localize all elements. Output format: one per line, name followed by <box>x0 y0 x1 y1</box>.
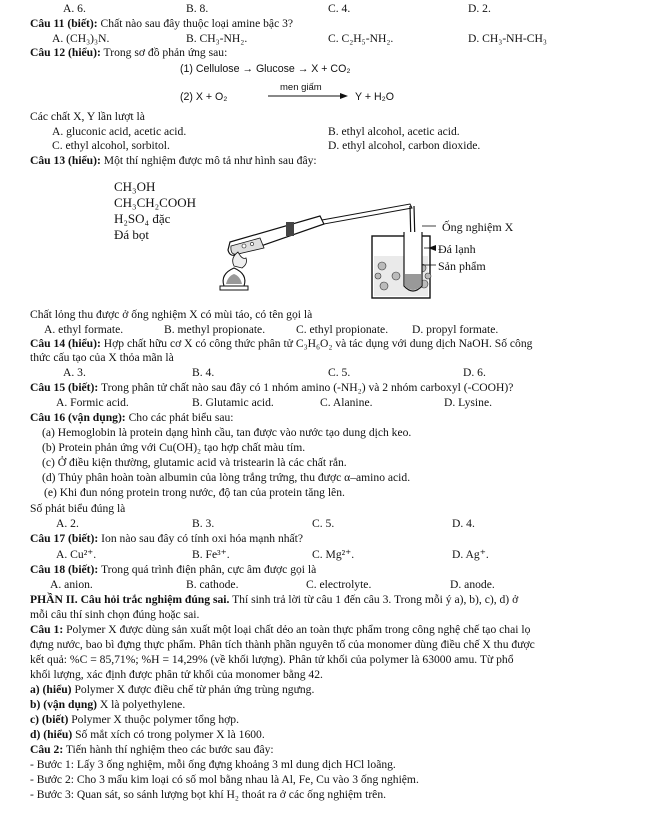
apparatus-drawing <box>110 176 540 300</box>
c1-item-a-tag: a) (hiểu) <box>30 683 72 696</box>
q14-option-c: C. 5. <box>328 366 351 379</box>
q11-option-d: D. CH₃-NH-CH₃ <box>468 32 547 45</box>
q15-option-c: C. Alanine. <box>320 396 373 409</box>
figure-reagent-1: CH₃OH <box>114 179 156 194</box>
c1-item-a-text: Polymer X được điều chế từ phản ứng trùng ngưng. <box>71 683 315 696</box>
c1-item-b <box>30 698 185 711</box>
q17-stem <box>30 532 303 545</box>
q12-title: Câu 12 (hiểu): <box>30 46 101 59</box>
q16-statement-a: (a) Hemoglobin là protein dạng hình cầu, tan được vào nước tạo dung dịch keo. <box>42 426 412 439</box>
q14-stem <box>30 337 532 350</box>
q12-equation-2-right: Y + H₂O <box>355 91 394 103</box>
part2-text-continued: mỗi câu thí sinh chọn đúng hoặc sai. <box>30 608 200 621</box>
q16-option-a: A. 2. <box>56 517 79 530</box>
c1-item-d <box>30 728 265 741</box>
burner-icon <box>220 252 248 290</box>
experiment-figure <box>110 176 540 300</box>
q17-option-c: C. Mg²⁺. <box>312 548 355 561</box>
prev-option-d: D. 2. <box>468 2 491 15</box>
c2-text: Tiến hành thí nghiệm theo các bước sau đây: <box>63 743 274 756</box>
c1-item-d-text: Số mắt xích có trong polymer X là 1600. <box>72 728 265 741</box>
c1-item-c <box>30 713 239 726</box>
q14-stem-continued: thức cấu tạo của X thỏa mãn là <box>30 351 174 364</box>
q11-stem <box>30 17 293 30</box>
q11-option-c: C. C₂H₅-NH₂. <box>328 32 394 45</box>
q12-equation-2-left: (2) X + O₂ <box>180 91 228 103</box>
q16-question: Số phát biểu đúng là <box>30 502 126 515</box>
q15-stem <box>30 381 513 394</box>
c1-line-3: kết quả: %C = 85,71%; %H = 14,29% (về khối lượng). Phân tử khối của polymer là 63000 amu. Từ phổ <box>30 653 514 666</box>
c1-stem <box>30 623 530 636</box>
q12-option-d: D. ethyl alcohol, carbon dioxide. <box>328 139 481 152</box>
c1-item-d-tag: d) (hiểu) <box>30 728 73 741</box>
q17-title: Câu 17 (biết): <box>30 532 99 545</box>
q16-statement-c: (c) Ở điều kiện thường, glutamic acid và tristearin là các chất rắn. <box>42 456 347 469</box>
q11-title: Câu 11 (biết): <box>30 17 98 30</box>
part2-text: Thí sinh trả lời từ câu 1 đến câu 3. Trong mỗi ý a), b), c), d) ở <box>229 593 519 606</box>
q18-option-c: C. electrolyte. <box>306 578 372 591</box>
q15-option-d: D. Lysine. <box>444 396 492 409</box>
prev-option-a: A. 6. <box>63 2 86 15</box>
q13-title: Câu 13 (hiểu): <box>30 154 101 167</box>
q13-option-c: C. ethyl propionate. <box>296 323 389 336</box>
c1-item-c-tag: c) (biết) <box>30 713 69 726</box>
q16-statement-d: (d) Thủy phân hoàn toàn albumin của lòng trắng trứng, thu được α–amino acid. <box>42 471 411 484</box>
c1-title: Câu 1: <box>30 623 64 636</box>
q16-statement-b: (b) Protein phản ứng với Cu(OH)₂ tạo hợp chất màu tím. <box>42 441 306 454</box>
q15-title: Câu 15 (biết): <box>30 381 99 394</box>
figure-label-ice: Đá lạnh <box>438 242 476 256</box>
q13-stem <box>30 154 317 167</box>
part2-title: PHẦN II. Câu hỏi trắc nghiệm đúng sai. <box>30 593 230 606</box>
q14-text: Hợp chất hữu cơ X có công thức phân tử C₃H₆O₂ và tác dụng với dung dịch NaOH. Số công <box>100 337 533 350</box>
q12-equation-2-condition: men giấm <box>280 82 322 93</box>
c1-item-c-text: Polymer X thuộc polymer tổng hợp. <box>68 713 239 726</box>
figure-reagent-3: H₂SO₄ đặc <box>114 211 171 226</box>
q11-option-a: A. (CH₃)₃N. <box>52 32 110 45</box>
c2-step-3: - Bước 3: Quan sát, so sánh lượng bọt khí H₂ thoát ra ở các ống nghiệm trên. <box>30 788 387 801</box>
q12-stem <box>30 46 227 59</box>
q13-text: Một thí nghiệm được mô tả như hình sau đây: <box>100 154 317 167</box>
q16-option-b: B. 3. <box>192 517 215 530</box>
clamp-icon <box>286 222 294 236</box>
q13-option-d: D. propyl formate. <box>412 323 499 336</box>
q18-stem <box>30 563 316 576</box>
q16-option-d: D. 4. <box>452 517 475 530</box>
figure-reagent-2: CH₃CH₂COOH <box>114 195 197 210</box>
q13-option-b: B. methyl propionate. <box>164 323 266 336</box>
c2-title: Câu 2: <box>30 743 64 756</box>
q17-text: Ion nào sau đây có tính oxi hóa mạnh nhất? <box>98 532 304 545</box>
q15-option-b: B. Glutamic acid. <box>192 396 274 409</box>
q14-title: Câu 14 (hiểu): <box>30 337 101 350</box>
q12-equation-1: (1) Cellulose → Glucose → X + CO₂ <box>180 63 351 75</box>
q14-option-a: A. 3. <box>63 366 86 379</box>
q13-question: Chất lỏng thu được ở ống nghiệm X có mùi táo, có tên gọi là <box>30 308 313 321</box>
q16-statement-e: (e) Khi đun nóng protein trong nước, độ tan của protein tăng lên. <box>44 486 345 499</box>
q12-option-b: B. ethyl alcohol, acetic acid. <box>328 125 460 138</box>
q14-option-b: B. 4. <box>192 366 215 379</box>
q17-option-a: A. Cu²⁺. <box>56 548 97 561</box>
q11-option-b: B. CH₃-NH₂. <box>186 32 248 45</box>
c2-step-1: - Bước 1: Lấy 3 ống nghiệm, mỗi ống đựng khoảng 3 ml dung dịch HCl loãng. <box>30 758 396 771</box>
q17-option-b: B. Fe³⁺. <box>192 548 230 561</box>
q18-title: Câu 18 (biết): <box>30 563 99 576</box>
q16-text: Cho các phát biểu sau: <box>125 411 234 424</box>
q17-option-d: D. Ag⁺. <box>452 548 489 561</box>
q16-title: Câu 16 (vận dụng): <box>30 411 126 424</box>
c2-stem <box>30 743 274 756</box>
c1-item-b-text: X là polyethylene. <box>97 698 186 711</box>
q13-option-a: A. ethyl formate. <box>44 323 124 336</box>
q12-option-a: A. gluconic acid, acetic acid. <box>52 125 187 138</box>
q14-option-d: D. 6. <box>463 366 486 379</box>
test-tube-x-icon <box>404 232 422 291</box>
figure-reagent-4: Đá bọt <box>114 227 150 242</box>
c2-step-2: - Bước 2: Cho 3 mẩu kim loại có số mol bằng nhau là Al, Fe, Cu vào 3 ống nghiệm. <box>30 773 419 786</box>
part2-heading <box>30 593 518 606</box>
q15-text: Trong phân tử chất nào sau đây có 1 nhóm amino (-NH₂) và 2 nhóm carboxyl (-COOH)? <box>98 381 514 394</box>
q18-option-d: D. anode. <box>450 578 495 591</box>
reaction-tube-icon <box>228 216 324 255</box>
c1-line-1: Polymer X được dùng sản xuất một loại chất dẻo an toàn thực phẩm trong công nghệ chế tạo chai lọ <box>63 623 531 636</box>
c1-item-b-tag: b) (vận dụng) <box>30 698 98 711</box>
q18-option-a: A. anion. <box>50 578 93 591</box>
q18-option-b: B. cathode. <box>186 578 239 591</box>
q12-question: Các chất X, Y lần lượt là <box>30 110 145 123</box>
c1-line-4: khối lượng, xác định được phân tử khối của monomer bằng 42. <box>30 668 323 681</box>
figure-label-tube-x: Ống nghiệm X <box>442 220 514 234</box>
q18-text: Trong quá trình điện phân, cực âm được gọi là <box>98 563 317 576</box>
q11-text: Chất nào sau đây thuộc loại amine bậc 3? <box>97 17 294 30</box>
prev-option-c: C. 4. <box>328 2 351 15</box>
c1-item-a <box>30 683 314 696</box>
c1-line-2: đựng nước, bao bì đựng thực phẩm. Phân tích thành phần nguyên tố của monomer dùng điều chế X thu được <box>30 638 535 651</box>
q16-stem <box>30 411 234 424</box>
q12-text: Trong sơ đồ phản ứng sau: <box>100 46 228 59</box>
q16-option-c: C. 5. <box>312 517 335 530</box>
reaction-arrow-icon <box>268 92 348 100</box>
q15-option-a: A. Formic acid. <box>56 396 129 409</box>
figure-label-product: Sản phẩm <box>438 259 486 273</box>
q12-option-c: C. ethyl alcohol, sorbitol. <box>52 139 170 152</box>
prev-option-b: B. 8. <box>186 2 209 15</box>
